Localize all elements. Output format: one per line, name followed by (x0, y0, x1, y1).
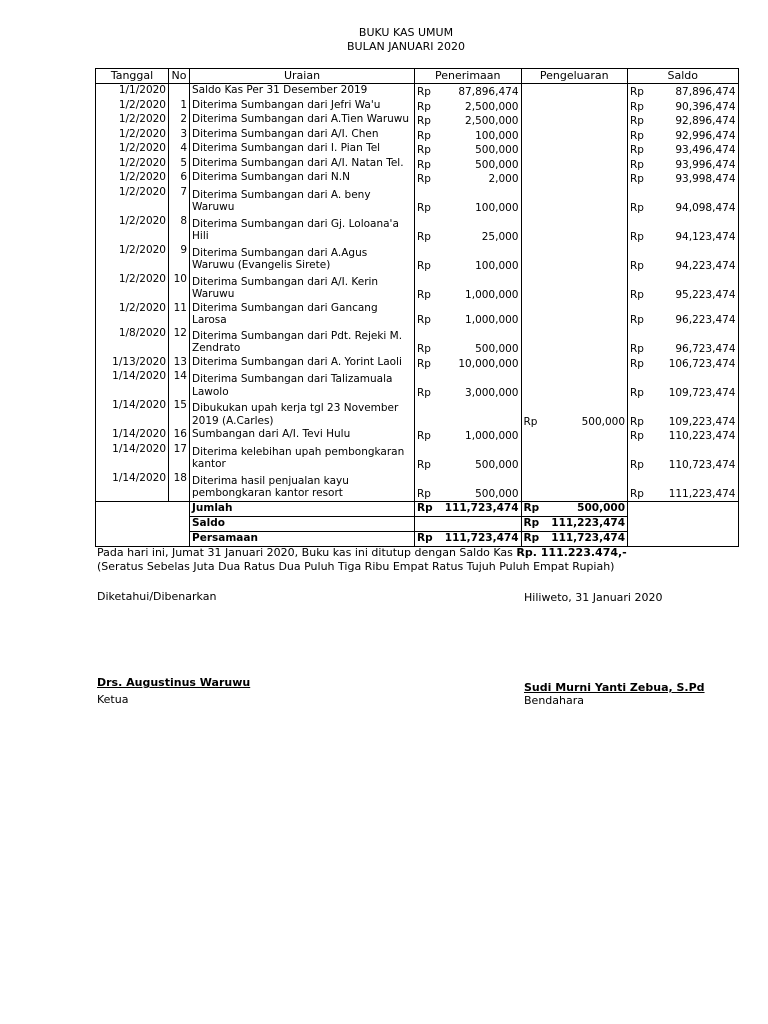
row-description: Diterima Sumbangan dari A. beny Waruwu (190, 186, 415, 215)
row-description: Diterima Sumbangan dari A/I. Kerin Waruwu (190, 273, 415, 302)
expense-currency (521, 157, 548, 172)
row-description: Diterima Sumbangan dari Pdt. Rejeki M. Zendrato (190, 327, 415, 356)
totals-row (96, 516, 739, 531)
row-expense (548, 84, 628, 99)
row-income: 500,000 (441, 142, 521, 157)
income-currency (415, 399, 442, 428)
totals-balance-spacer (628, 501, 739, 516)
balance-currency: Rp (630, 86, 644, 98)
balance-currency: Rp (630, 314, 644, 326)
row-expense (548, 443, 628, 472)
row-balance: 109,723,474 (654, 370, 738, 399)
row-expense (548, 99, 628, 114)
row-balance: 95,223,474 (654, 273, 738, 302)
right-signatory-role: Bendahara (524, 694, 584, 707)
row-income: 500,000 (441, 472, 521, 502)
income-currency: Rp (417, 314, 431, 326)
row-date: 1/2/2020 (96, 171, 169, 186)
row-balance: 110,723,474 (654, 443, 738, 472)
expense-currency (521, 186, 548, 215)
header-desc: Uraian (190, 69, 415, 84)
row-date: 1/2/2020 (96, 186, 169, 215)
row-description: Diterima Sumbangan dari A.Agus Waruwu (Evangelis Sirete) (190, 244, 415, 273)
row-income: 2,500,000 (441, 99, 521, 114)
totals-income-currency: Rp (415, 531, 442, 546)
ledger-body (96, 84, 739, 502)
header-income: Penerimaan (415, 69, 522, 84)
row-no: 14 (169, 370, 190, 399)
row-description: Diterima Sumbangan dari I. Pian Tel (190, 142, 415, 157)
row-description: Diterima kelebihan upah pembongkaran kantor (190, 443, 415, 472)
totals-spacer (96, 531, 190, 546)
income-currency: Rp (417, 86, 431, 98)
totals-expense: 111,223,474 (548, 516, 628, 531)
row-no: 10 (169, 273, 190, 302)
table-row (96, 327, 739, 356)
row-date: 1/2/2020 (96, 99, 169, 114)
row-expense (548, 215, 628, 244)
row-balance: 106,723,474 (654, 356, 738, 371)
expense-currency (521, 428, 548, 443)
row-income: 1,000,000 (441, 302, 521, 327)
totals-balance-spacer (628, 516, 739, 531)
row-expense (548, 171, 628, 186)
row-description: Saldo Kas Per 31 Desember 2019 (190, 84, 415, 99)
totals-income: 111,723,474 (441, 531, 521, 546)
table-row (96, 157, 739, 172)
closing-text: Pada hari ini, Jumat 31 Januari 2020, Buku kas ini ditutup dengan Saldo Kas (97, 546, 517, 559)
document-title: BUKU KAS UMUM (358, 26, 454, 39)
balance-currency: Rp (630, 260, 644, 272)
left-signatory-name: Drs. Augustinus Waruwu (97, 676, 251, 689)
row-balance: 109,223,474 (654, 399, 738, 428)
row-description: Dibukukan upah kerja tgl 23 November 2019 (A.Carles) (190, 399, 415, 428)
row-date: 1/2/2020 (96, 273, 169, 302)
totals-income-currency: Rp (415, 501, 442, 516)
row-income: 1,000,000 (441, 273, 521, 302)
row-date: 1/2/2020 (96, 113, 169, 128)
header-balance: Saldo (628, 69, 739, 84)
totals-row (96, 531, 739, 546)
expense-currency (521, 171, 548, 186)
expense-currency: Rp (523, 415, 538, 428)
row-date: 1/14/2020 (96, 443, 169, 472)
row-description: Diterima hasil penjualan kayu pembongkaran kantor resort (190, 472, 415, 502)
expense-currency (521, 302, 548, 327)
row-balance: 110,223,474 (654, 428, 738, 443)
row-date: 1/14/2020 (96, 370, 169, 399)
row-date: 1/2/2020 (96, 302, 169, 327)
totals-income (441, 516, 521, 531)
totals-expense-currency: Rp (521, 516, 548, 531)
balance-currency: Rp (630, 100, 644, 113)
row-date: 1/14/2020 (96, 428, 169, 443)
income-currency: Rp (417, 158, 431, 171)
row-no: 8 (169, 215, 190, 244)
closing-statement (97, 546, 627, 559)
row-description: Diterima Sumbangan dari A/I. Natan Tel. (190, 157, 415, 172)
row-expense (548, 157, 628, 172)
income-currency: Rp (417, 144, 431, 156)
row-date: 1/1/2020 (96, 84, 169, 99)
row-date: 1/14/2020 (96, 399, 169, 428)
row-expense (548, 370, 628, 399)
income-currency: Rp (417, 260, 431, 272)
row-expense: 500,000 (548, 399, 628, 428)
expense-currency (521, 472, 548, 502)
expense-currency (521, 128, 548, 143)
table-row (96, 370, 739, 399)
income-currency: Rp (417, 202, 431, 214)
table-row (96, 128, 739, 143)
row-expense (548, 327, 628, 356)
balance-currency: Rp (630, 415, 644, 428)
row-no: 4 (169, 142, 190, 157)
row-balance: 87,896,474 (654, 84, 738, 99)
totals-label: Saldo (190, 516, 415, 531)
table-header-row (96, 69, 739, 84)
row-expense (548, 128, 628, 143)
row-no: 11 (169, 302, 190, 327)
totals-row (96, 501, 739, 516)
row-no: 13 (169, 356, 190, 371)
table-row (96, 215, 739, 244)
row-balance: 93,998,474 (654, 171, 738, 186)
expense-currency (521, 443, 548, 472)
balance-currency: Rp (630, 357, 644, 370)
row-expense (548, 428, 628, 443)
row-description: Diterima Sumbangan dari N.N (190, 171, 415, 186)
row-expense (548, 472, 628, 502)
income-currency: Rp (417, 289, 431, 301)
row-date: 1/14/2020 (96, 472, 169, 502)
expense-currency (521, 84, 548, 99)
row-income: 100,000 (441, 244, 521, 273)
row-description: Diterima Sumbangan dari A/I. Chen (190, 128, 415, 143)
expense-currency (521, 99, 548, 114)
totals-label: Persamaan (190, 531, 415, 546)
row-no: 9 (169, 244, 190, 273)
row-expense (548, 113, 628, 128)
row-no: 17 (169, 443, 190, 472)
row-balance: 111,223,474 (654, 472, 738, 502)
row-no: 7 (169, 186, 190, 215)
row-income: 87,896,474 (441, 84, 521, 99)
row-income: 500,000 (441, 443, 521, 472)
row-expense (548, 142, 628, 157)
totals-expense-currency: Rp (521, 501, 548, 516)
balance-currency: Rp (630, 158, 644, 171)
closing-amount-words: (Seratus Sebelas Juta Dua Ratus Dua Puluh Tiga Ribu Empat Ratus Tujuh Puluh Empat Rupiah) (97, 560, 615, 573)
expense-currency (521, 273, 548, 302)
row-no: 15 (169, 399, 190, 428)
income-currency: Rp (417, 459, 431, 471)
table-row (96, 113, 739, 128)
closing-amount: Rp. 111.223.474,- (516, 546, 627, 559)
table-row (96, 142, 739, 157)
document-subtitle: BULAN JANUARI 2020 (347, 40, 465, 53)
totals-label: Jumlah (190, 501, 415, 516)
cash-ledger-table (95, 68, 739, 547)
expense-currency (521, 142, 548, 157)
expense-currency (521, 244, 548, 273)
expense-currency (521, 113, 548, 128)
row-no (169, 84, 190, 99)
income-currency: Rp (417, 357, 431, 370)
row-balance: 96,723,474 (654, 327, 738, 356)
row-balance: 94,098,474 (654, 186, 738, 215)
header-date: Tanggal (96, 69, 169, 84)
table-row (96, 472, 739, 502)
row-description: Diterima Sumbangan dari A.Tien Waruwu (190, 113, 415, 128)
table-row (96, 273, 739, 302)
totals-expense: 500,000 (548, 501, 628, 516)
row-income: 25,000 (441, 215, 521, 244)
totals-income-currency (415, 516, 442, 531)
expense-currency (521, 356, 548, 371)
balance-currency: Rp (630, 289, 644, 301)
income-currency: Rp (417, 100, 431, 113)
row-balance: 93,496,474 (654, 142, 738, 157)
row-expense (548, 244, 628, 273)
totals-expense: 111,723,474 (548, 531, 628, 546)
balance-currency: Rp (628, 472, 655, 502)
row-income: 100,000 (441, 128, 521, 143)
row-income: 2,500,000 (441, 113, 521, 128)
row-income: 500,000 (441, 157, 521, 172)
balance-currency: Rp (630, 430, 644, 442)
expense-currency (521, 327, 548, 356)
row-income (441, 399, 521, 428)
table-row (96, 302, 739, 327)
row-expense (548, 273, 628, 302)
balance-currency: Rp (630, 144, 644, 156)
row-date: 1/2/2020 (96, 142, 169, 157)
totals-balance-spacer (628, 531, 739, 546)
row-description: Diterima Sumbangan dari Gancang Larosa (190, 302, 415, 327)
row-balance: 93,996,474 (654, 157, 738, 172)
row-no: 18 (169, 472, 190, 502)
row-balance: 94,223,474 (654, 244, 738, 273)
balance-currency: Rp (630, 173, 644, 185)
row-description: Diterima Sumbangan dari Gj. Loloana'a Hili (190, 215, 415, 244)
row-income: 500,000 (441, 327, 521, 356)
balance-currency: Rp (630, 231, 644, 243)
row-income: 2,000 (441, 171, 521, 186)
income-currency: Rp (417, 115, 431, 127)
row-balance: 94,123,474 (654, 215, 738, 244)
row-income: 1,000,000 (441, 428, 521, 443)
row-expense (548, 186, 628, 215)
row-date: 1/2/2020 (96, 128, 169, 143)
row-date: 1/2/2020 (96, 215, 169, 244)
acknowledged-label: Diketahui/Dibenarkan (97, 590, 217, 603)
row-no: 3 (169, 128, 190, 143)
row-balance: 96,223,474 (654, 302, 738, 327)
left-signatory-role: Ketua (97, 693, 129, 706)
balance-currency: Rp (630, 386, 644, 399)
row-balance: 92,996,474 (654, 128, 738, 143)
row-no: 5 (169, 157, 190, 172)
row-expense (548, 356, 628, 371)
table-row (96, 428, 739, 443)
totals-spacer (96, 501, 190, 516)
table-row (96, 244, 739, 273)
row-income: 100,000 (441, 186, 521, 215)
balance-currency: Rp (630, 129, 644, 142)
row-date: 1/13/2020 (96, 356, 169, 371)
row-description: Diterima Sumbangan dari Talizamuala Lawolo (190, 370, 415, 399)
row-income: 3,000,000 (441, 370, 521, 399)
income-currency: Rp (417, 343, 431, 355)
totals-income: 111,723,474 (441, 501, 521, 516)
balance-currency: Rp (630, 343, 644, 355)
expense-currency (521, 370, 548, 399)
row-income: 10,000,000 (441, 356, 521, 371)
income-currency: Rp (417, 430, 431, 442)
row-no: 12 (169, 327, 190, 356)
right-signatory-name: Sudi Murni Yanti Zebua, S.Pd (524, 681, 705, 694)
totals-expense-currency: Rp (521, 531, 548, 546)
table-row (96, 84, 739, 99)
table-row (96, 186, 739, 215)
row-balance: 90,396,474 (654, 99, 738, 114)
income-currency: Rp (417, 386, 431, 399)
place-date: Hiliweto, 31 Januari 2020 (524, 591, 663, 604)
table-row (96, 171, 739, 186)
totals-spacer (96, 516, 190, 531)
header-no: No (169, 69, 190, 84)
balance-currency: Rp (630, 202, 644, 214)
row-expense (548, 302, 628, 327)
income-currency: Rp (417, 231, 431, 243)
expense-currency (521, 215, 548, 244)
row-no: 6 (169, 171, 190, 186)
row-no: 16 (169, 428, 190, 443)
table-row (96, 443, 739, 472)
row-description: Diterima Sumbangan dari Jefri Wa'u (190, 99, 415, 114)
row-date: 1/2/2020 (96, 157, 169, 172)
row-date: 1/8/2020 (96, 327, 169, 356)
income-currency: Rp (417, 129, 431, 142)
row-balance: 92,896,474 (654, 113, 738, 128)
table-row (96, 356, 739, 371)
row-description: Sumbangan dari A/I. Tevi Hulu (190, 428, 415, 443)
income-currency: Rp (415, 472, 442, 502)
header-expense: Pengeluaran (521, 69, 628, 84)
row-date: 1/2/2020 (96, 244, 169, 273)
table-row (96, 399, 739, 428)
totals-body (96, 501, 739, 546)
table-row (96, 99, 739, 114)
income-currency: Rp (417, 173, 431, 185)
balance-currency: Rp (630, 115, 644, 127)
row-no: 2 (169, 113, 190, 128)
row-no: 1 (169, 99, 190, 114)
row-description: Diterima Sumbangan dari A. Yorint Laoli (190, 356, 415, 371)
balance-currency: Rp (630, 459, 644, 471)
